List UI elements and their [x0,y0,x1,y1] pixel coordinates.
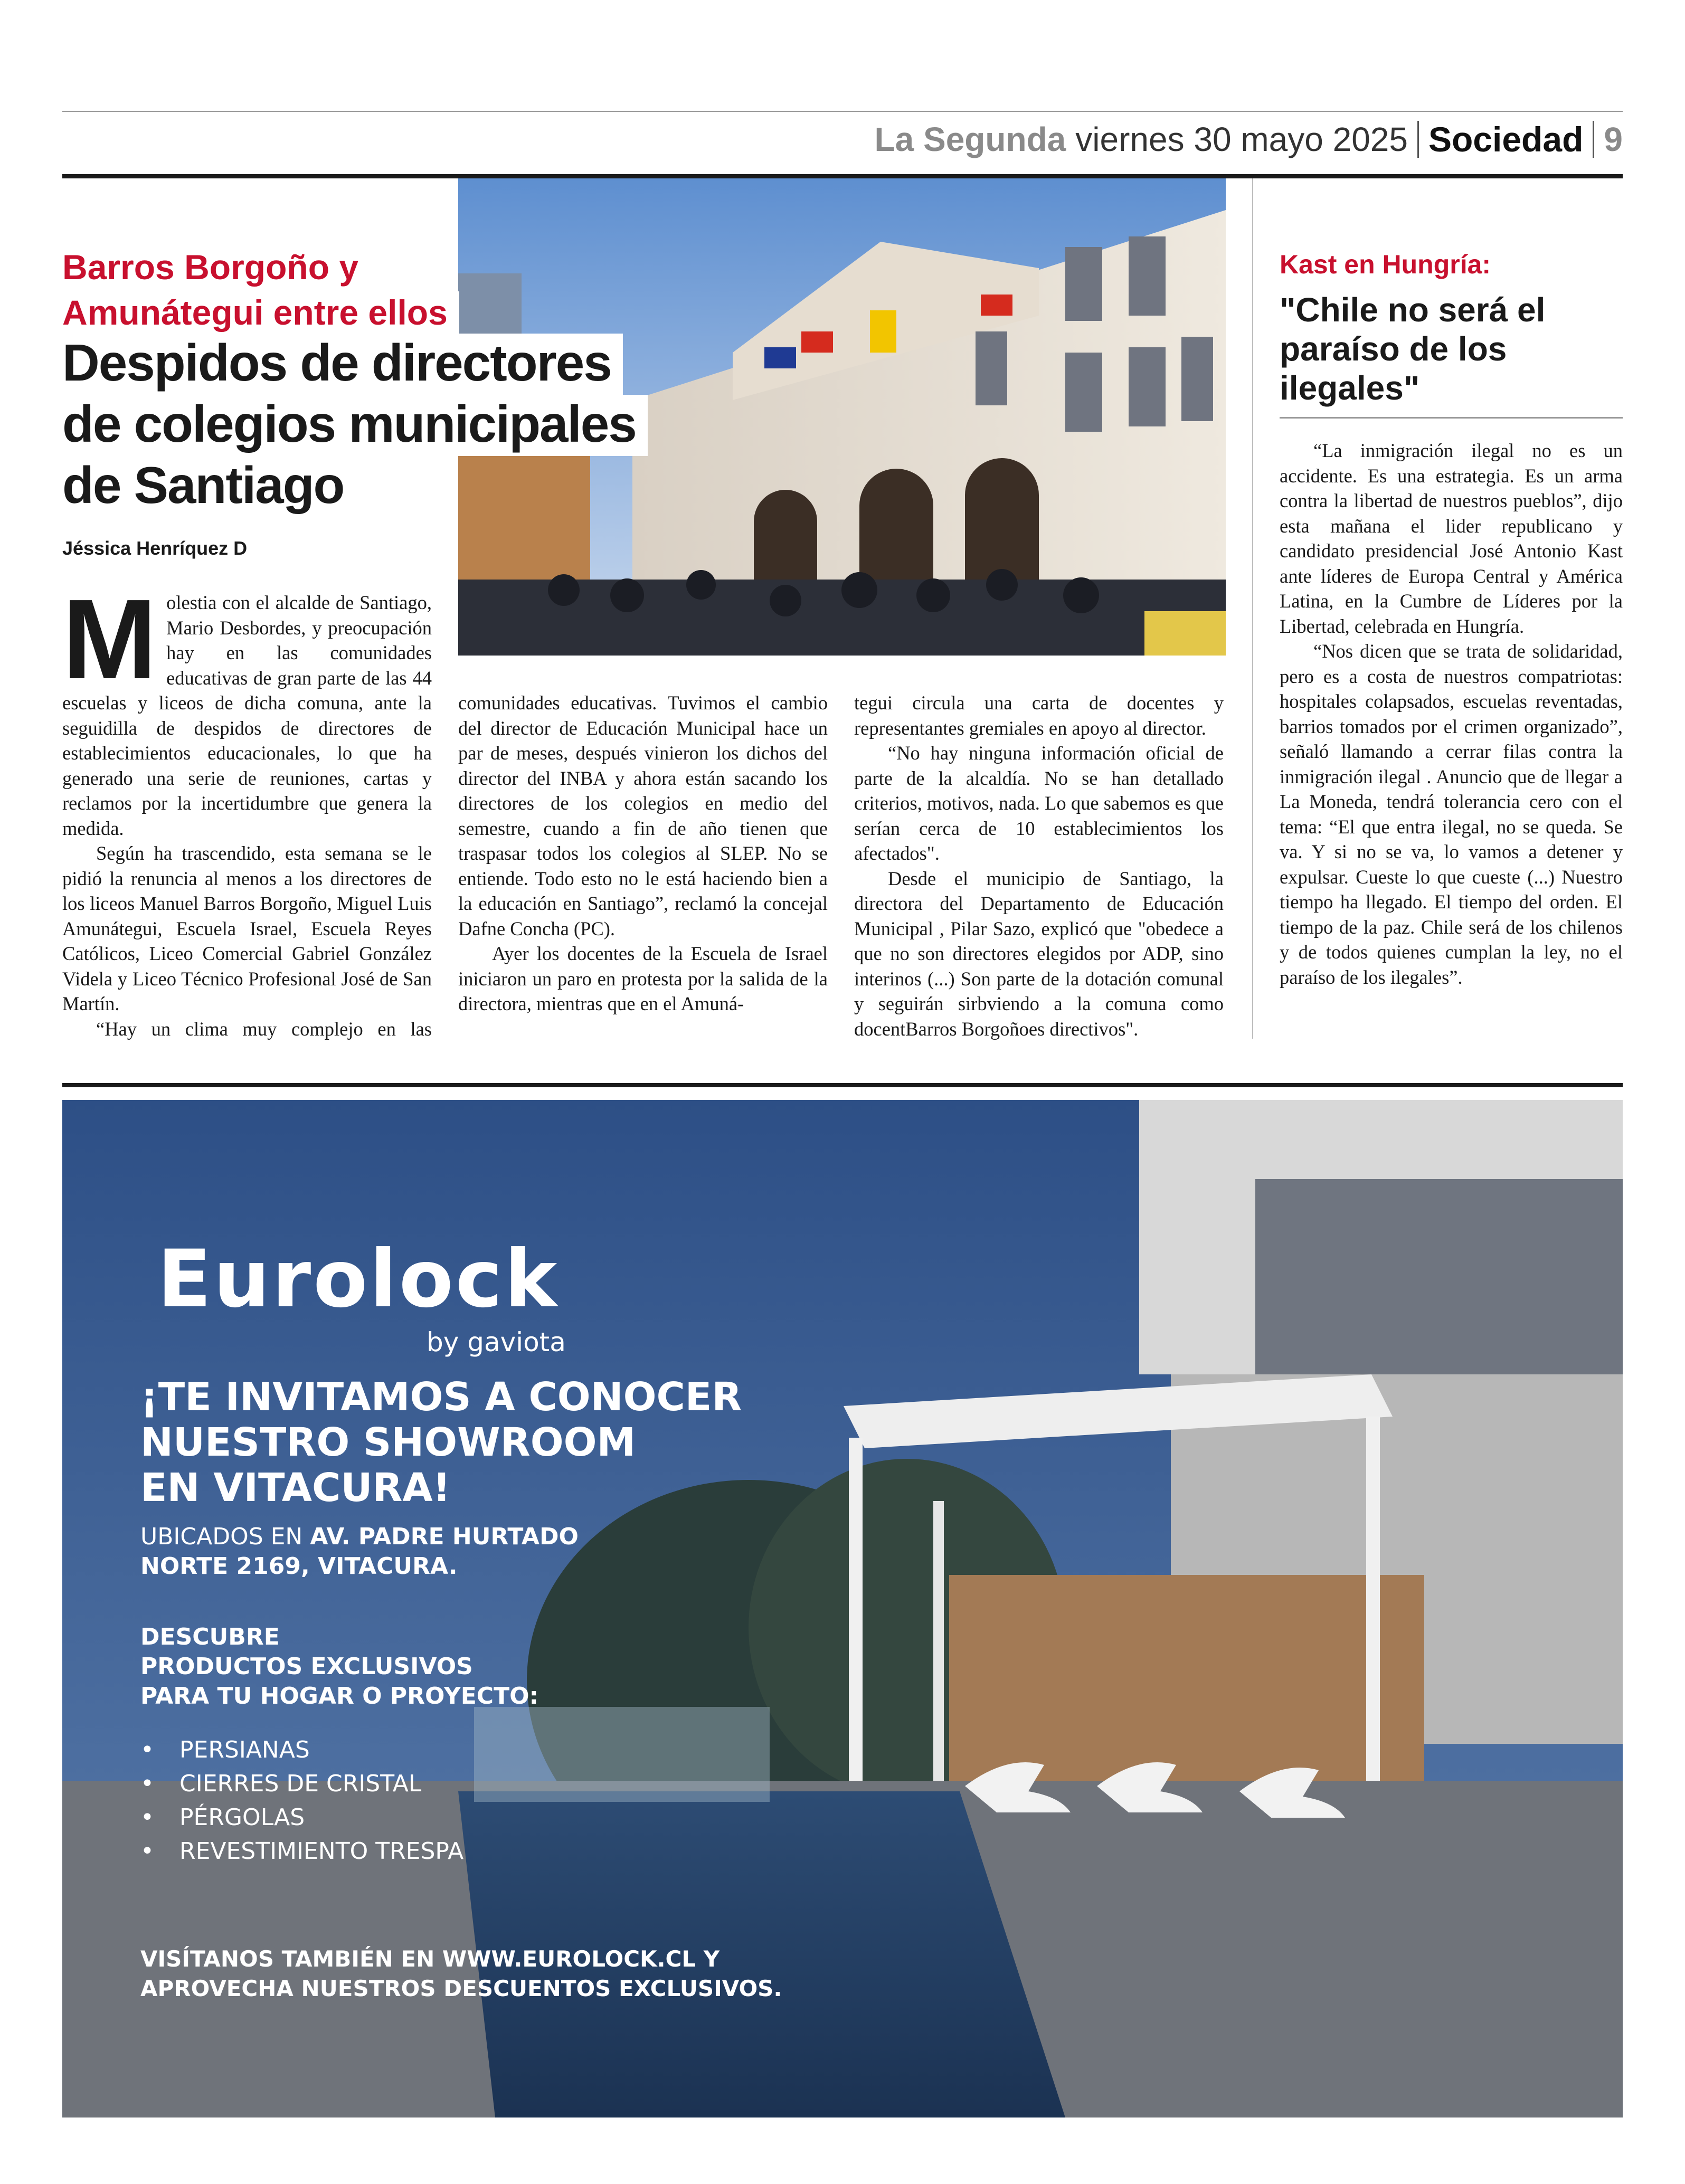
paragraph: “La inmigración ilegal no es un accidente. Es una estrategia. Es un arma contra la libertad de nuestros pueblos”, dijo esta mañana el lider republicano y candidato presidencial José Antonio Kast ante líderes de Europa Central y América Latina, en la Cumbre de Líderes por la Libertad, celebrada en Hungría. [1280,440,1623,637]
column-2 [458,690,828,1017]
header-top-rule [62,111,1623,112]
eurolock-advertisement [62,1100,1623,2117]
paragraph: “No hay ninguna información oficial de parte de la alcaldía. No se han detallado criterios, motivos, nada. Lo que sabemos es que serían cerca de 10 establecimientos los afectados". [854,742,1224,864]
column-1 [62,575,432,1041]
story-headline: Despidos de directores de colegios municipales de Santiago [62,334,648,517]
page-number: 9 [1604,120,1623,158]
paragraph: Desde el municipio de Santiago, la directora del Departamento de Educación Municipal , Pilar Sazo, explicó que "obedece a que no son directores elegidos por ADP, sino interinos (...) Son parte de la dotación comunal y seguirán sirbviendo a la comuna como docentBarros Borgoñoes directivos". [854,867,1224,1040]
drop-cap: M [62,575,157,702]
story-kicker: Barros Borgoño y Amunátegui entre ellos [62,246,459,337]
column-3 [854,690,1224,1041]
paragraph: Ayer los docentes de la Escuela de Israel iniciaron un paro en protesta por la salida de la directora, mientras que en el Amuná- [458,943,828,1014]
ad-location: UBICADOS EN AV. PADRE HURTADO NORTE 2169, VITACURA. [140,1523,579,1580]
paragraph: “Hay un clima muy complejo en las [96,1018,432,1040]
list-item: • REVESTIMIENTO TRESPA [140,1835,463,1868]
page-header [875,117,1623,162]
list-item: • CIERRES DE CRISTAL [140,1767,463,1801]
gaviota-logo: by gaviota [427,1327,566,1357]
side-story-rule [1280,417,1623,419]
side-story-body [1280,438,1623,990]
side-story-headline: "Chile no será el paraíso de los ilegales" [1280,291,1546,407]
ad-footer: VISÍTANOS TAMBIÉN EN WWW.EUROLOCK.CL Y APROVECHA NUESTROS DESCUENTOS EXCLUSIVOS. [140,1946,782,2001]
column-divider [1252,178,1253,1039]
issue-date: viernes 30 mayo 2025 [1075,120,1408,158]
ad-description: DESCUBRE PRODUCTOS EXCLUSIVOS PARA TU HOGAR O PROYECTO: [140,1623,539,1710]
list-item: • PÉRGOLAS [140,1801,463,1835]
ad-product-list [140,1733,463,1868]
header-separator [1417,121,1419,158]
section-name: Sociedad [1428,120,1584,159]
newspaper-name: La Segunda [874,120,1066,158]
header-separator [1593,121,1594,158]
list-item: • PERSIANAS [140,1733,463,1767]
ad-headline: ¡TE INVITAMOS A CONOCER NUESTRO SHOWROOM EN VITACURA! [140,1374,742,1511]
side-story-kicker: Kast en Hungría: [1280,250,1491,279]
paragraph: Según ha trascendido, esta semana se le pidió la renuncia al menos a los directores de los liceos Manuel Barros Borgoño, Miguel Luis Amunátegui, Escuela Israel, Escuela Reyes Católicos, Liceo Comercial Gabriel González Videla y Liceo Técnico Profesional José de San Martín. [62,842,432,1014]
header-main-rule [62,174,1623,178]
ad-top-rule [62,1083,1623,1087]
paragraph-continuation: comunidades educativas. Tuvimos el cambio del director de Educación Municipal hace un par de meses, después vinieron los dichos del director del INBA y ahora están sacando los directores de los colegios en medio del semestre, cuando a fin de año tienen que traspasar todos los colegios al SLEP. No se entiende. Todo esto no le está haciendo bien a la educación en Santiago”, reclamó la concejal Dafne Concha (PC). [458,692,828,939]
paragraph: “Nos dicen que se trata de solidaridad, pero es a costa de nuestros compatriotas: hospitales colapsados, escuelas reventadas, barrios tomados por el crimen organizado”, señaló llamando a cerrar filas contra la inmigración ilegal . Anuncio que de llegar a La Moneda, tendrá tolerancia cero con el tema: “El que entra ilegal, no se queda. Se va. Y si no se va, lo vamos a detener y expulsar. Cueste lo que cueste (...) Nuestro tiempo ha llegado. El tiempo del orden. El tiempo de la paz. Chile será de los chilenos y de todos quienes cumplan la ley, no el paraíso de los ilegales”. [1280,640,1623,988]
byline: Jéssica Henríquez D [62,537,248,559]
eurolock-logo: Eurolock [157,1233,560,1325]
paragraph: Molestia con el alcalde de Santiago, Mario Desbordes, y preocupación hay en las comunidades educativas de gran parte de las 44 escuelas y liceos de dicha comuna, ante la seguidilla de despidos de directores de establecimientos educacionales, lo que ha generado una serie de reuniones, cartas y reclamos por la incertidumbre que genera la medida. [62,575,432,839]
paragraph-continuation: tegui circula una carta de docentes y representantes gremiales en apoyo al director. [854,692,1224,739]
